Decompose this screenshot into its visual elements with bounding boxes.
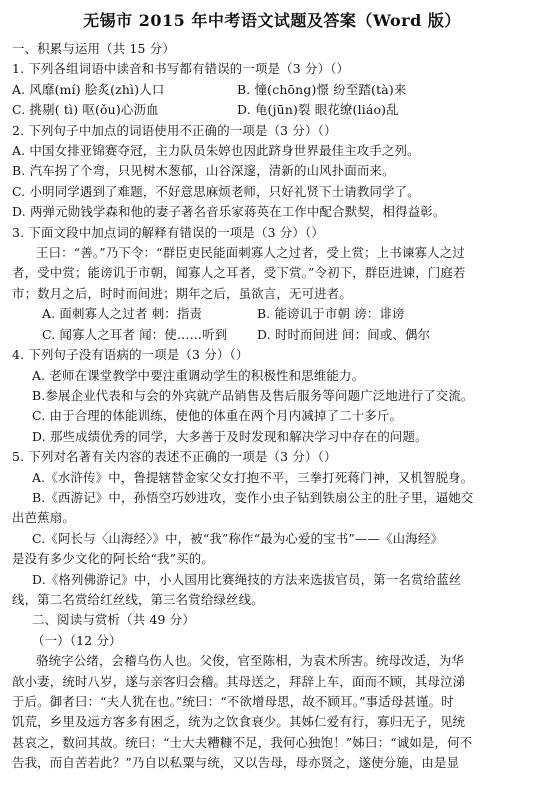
passage-line: 于后。御者曰：“夫人犹在也。”统曰：“不欲增母思，故不顾耳。”事适母甚谨。时 [12,694,454,709]
option-c: C. 挑剔( tì) 呕(ǒu)心沥血 [12,102,159,118]
passage-line: 告我，而自苦若此？”乃自以私粟与统，又以告母，母亦贤之，遂使分施，由是显 [12,755,460,771]
question-stem: 3. 下面文段中加点词的解释有错误的一项是（3 分）（） [12,224,324,240]
option-c: C. 闻寡人之耳者 闻：使……听到 [42,326,228,342]
question-stem: 2. 下列句子中加点的词语使用不正确的一项是（3 分）（） [12,122,337,138]
passage-line: 甚哀之，数问其故。统曰：“士大夫糟糠不足，我何心独饱！”姊曰：“诚如是，何不 [12,734,473,750]
passage-line: 骆统字公绪，会稽乌伤人也。父俊，官至陈相，为袁术所害。统母改适，为华 [36,653,465,669]
passage-line: 市；数月之后，时时而间进；期年之后，虽欲言，无可进者。 [12,285,352,301]
option-c-continued: 是没有多少文化的阿长给“我”买的。 [12,551,214,567]
part-heading: （一）（12 分） [32,632,122,648]
option-d-continued: 线，第二名赏给红丝线，第三名赏给绿丝线。 [12,591,264,607]
option-d: D. 时时而间进 间：间或、偶尔 [257,326,431,342]
question-stem: 4. 下列句子没有语病的一项是（3 分）（） [12,347,249,363]
option-a: A. 中国女排亚锦赛夺冠，主力队员朱婷也因此跻身世界最佳主攻手之列。 [12,143,420,159]
option-d: D.《格列佛游记》中，小人国用比赛绳技的方法来选拔官员，第一名赏给蓝丝 [32,571,462,587]
passage-line: 饥荒，乡里及远方客多有困乏，统为之饮食衰少。其姊仁爱有行，寡归无子，见统 [12,714,466,730]
option-d: D. 龟(jūn)裂 眼花缭(liáo)乱 [237,102,399,118]
option-b: B.《西游记》中，孙悟空巧妙进攻，变作小虫子钻到铁扇公主的肚子里，逼她交 [32,489,474,505]
option-c: C. 由于合理的体能训练，使他的体重在两个月内减掉了二十多斤。 [32,408,403,424]
question-stem: 5. 下列对名著有关内容的表述不正确的一项是（3 分）（） [12,449,337,465]
option-c: C. 小明同学遇到了难题，不好意思麻烦老师，只好礼贤下士请教同学了。 [12,183,420,199]
section-heading: 二、阅读与赏析（共 49 分） [32,612,195,628]
question-stem: 1. 下列各组词语中读音和书写都有错误的一项是（3 分）（） [12,61,350,77]
option-a: A. 风靡(mí) 脍炙(zhì)人口 [12,81,165,97]
option-d: D. 那些成绩优秀的同学，大多善于及时发现和解决学习中存在的问题。 [32,428,428,444]
option-b: B.参展企业代表和与会的外宾就产品销售及售后服务等问题广泛地进行了交流。 [32,387,474,403]
option-row [12,325,532,345]
section-heading: 一、积累与运用（共 15 分） [12,41,175,56]
passage-line: 者，受中赏；能谤讥于市朝，闻寡人之耳者，受下赏。”令初下，群臣进谏，门庭若 [12,265,466,281]
option-row [12,100,532,120]
option-b-continued: 出芭蕉扇。 [12,510,75,526]
option-a: A. 老师在课堂教学中要注重调动学生的积极性和思维能力。 [32,367,365,383]
passage-line: 歆小妻，统时八岁，遂与亲客归会稽。其母送之，拜辞上车，面而不顾，其母泣涕 [12,673,466,689]
option-b: B. 汽车拐了个弯，只见树木葱郁，山谷深邃，清新的山风扑面而来。 [12,163,395,179]
option-b: B. 能谤讥于市朝 谤：诽谤 [257,306,405,322]
option-a: A. 面刺寡人之过者 刺：指责 [42,306,203,322]
page-title: 无锡市 2015 年中考语文试题及答案（Word 版） [83,11,461,30]
option-d: D. 两弹元勋钱学森和他的妻子著名音乐家蒋英在工作中配合默契，相得益彰。 [12,204,446,220]
option-c: C.《阿长与〈山海经〉》中，被“我”称作“最为心爱的宝书”——《山海经》 [32,530,444,546]
option-b: B. 憧(chōng)憬 纷至踏(tà)来 [237,81,407,97]
option-row [12,304,532,324]
option-a: A.《水浒传》中，鲁提辖替金家父女打抱不平，三拳打死蒋门神，又机智脱身。 [32,469,474,485]
option-row [12,80,532,100]
passage-line: 王曰：“善。”乃下令：“群臣吏民能面刺寡人之过者，受上赏；上书谏寡人之过 [36,245,465,261]
